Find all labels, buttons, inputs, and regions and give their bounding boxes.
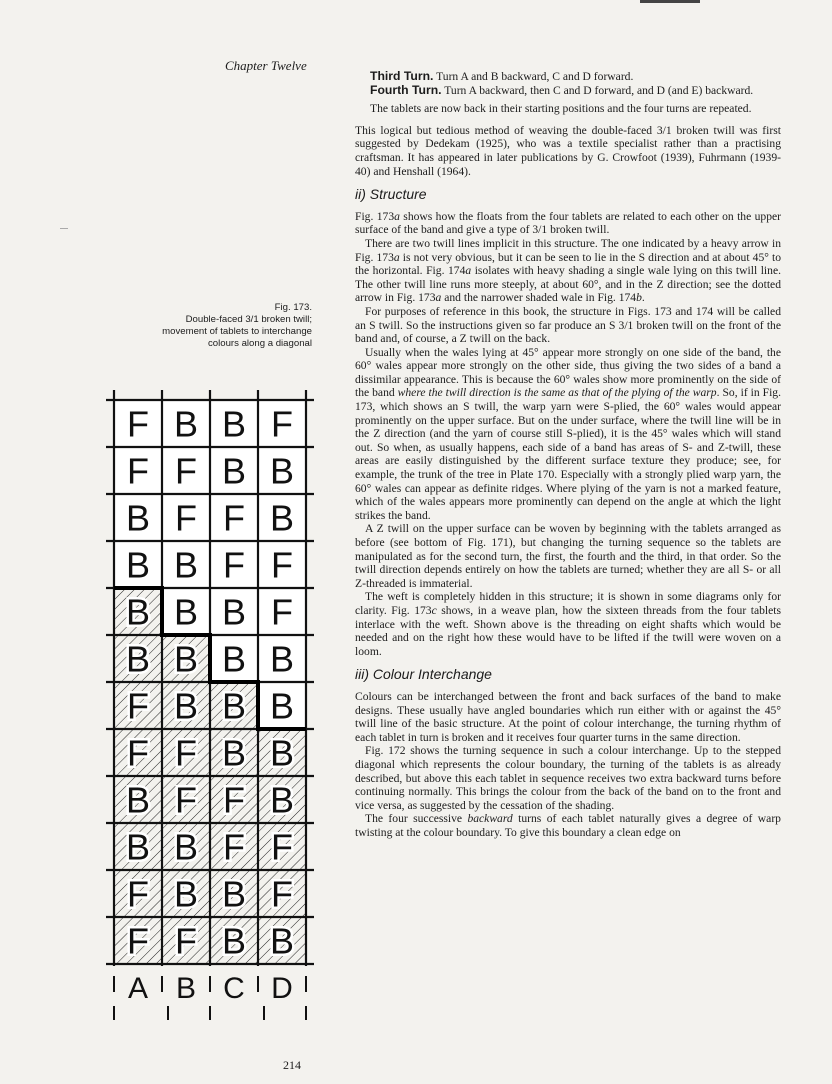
cell-letter: B [269,779,295,821]
cell-letter: B [221,638,247,680]
cell-letter: F [223,779,245,821]
cell-letter: B [269,920,295,962]
cell-letter: F [175,450,197,492]
third-turn-label: Third Turn. [370,69,434,83]
cell-letter: F [127,685,149,727]
cell-letter: B [173,544,199,586]
page-edge-mark [640,0,700,3]
cell-letter: F [175,497,197,539]
column-label: B [175,972,197,1005]
turn-instructions [355,70,781,116]
structure-paragraph: A Z twill on the upper surface can be woven by beginning with the tablets arranged as before (see bottom of Fig. 171), but changing the turning sequence so the tablets are manipulated as for the second turn, the first, the fourth and the third, in that order. So the twill direction depends entirely on how the tablets are turned; whether they are all S- or all Z-threaded is immaterial. [355,522,781,590]
cell-letter: F [175,779,197,821]
fourth-turn-text: Turn A backward, then C and D forward, and D (and E) backward. [441,83,754,97]
cell-letter: B [173,826,199,868]
section-heading-colour: iii) Colour Interchange [355,666,492,683]
third-turn [370,70,780,84]
cell-letter: F [223,497,245,539]
colour-paragraph: Colours can be interchanged between the front and back surfaces of the band to make designs. These usually have angled boundaries which run either with or against the 45° twill line of the basic structure. At the point of colour interchange, the turning rhythm of each tablet in turn is broken and it receives four quarter turns in the same direction. [355,689,781,744]
cell-letter: B [221,920,247,962]
page-number: 214 [283,1058,301,1072]
colour-paragraph: Fig. 172 shows the turning sequence in such a colour interchange. Up to the stepped diagonal which represents the colour boundary, the turning of the tablets is as already described, but above this each tablet in sequence receives two extra backward turns before continuing normally. This brings the colour from the back of the band on to the front and vice versa, as suggested by the cessation of the shading. [355,744,781,812]
fourth-turn-label: Fourth Turn. [370,82,442,97]
cell-letter: B [221,403,247,445]
column-label: C [223,972,245,1005]
cell-letter: F [127,920,149,962]
caption-line: Double-faced 3/1 broken twill; [185,314,312,325]
cell-letter: F [271,544,293,586]
cell-letter: F [223,544,245,586]
cell-letter: B [269,732,295,774]
cell-letter: B [269,638,295,680]
margin-mark [60,228,68,229]
cell-letter: F [127,732,149,774]
cell-letter: B [125,638,151,680]
cell-letter: B [173,638,199,680]
cell-letter: B [125,544,151,586]
repeat-note: The tablets are now back in their starting positions and the four turns are repeated. [370,102,752,116]
cell-letter: B [173,403,199,445]
text-column [355,70,781,839]
cell-letter: F [271,403,293,445]
figure-caption [120,302,312,350]
structure-paragraph: Fig. 173a shows how the floats from the four tablets are related to each other on the upper surface of the band and give a type of 3/1 broken twill. [355,209,782,237]
cell-letter: F [175,920,197,962]
cell-letter: B [269,685,295,727]
cell-letter: F [175,732,197,774]
colour-paragraph: The four successive backward turns of each tablet naturally gives a degree of warp twisting at the colour boundary. To give this boundary a clean edge on [355,812,781,839]
cell-letter: F [271,826,293,868]
cell-letter: B [269,450,295,492]
structure-paragraph: For purposes of reference in this book, the structure in Figs. 173 and 174 will be called an S twill. So the instructions given so far produce an S 3/1 broken twill on the front of the band and, of course, a Z twill on the back. [355,304,781,346]
cell-letter: F [127,450,149,492]
cell-letter: B [173,591,199,633]
column-label: A [127,972,149,1005]
cell-letter: B [221,732,247,774]
cell-letter: B [173,873,199,915]
cell-letter: B [125,497,151,539]
cell-letter: B [221,873,247,915]
cell-letter: B [221,591,247,633]
fourth-turn [370,84,780,98]
caption-line: movement of tablets to interchange [162,326,312,337]
structure-paragraph: Usually when the wales lying at 45° appear more strongly on one side of the band, the 60° wales appear more strongly on the other side, thus giving the two sides of a band a dissimilar appearance. This is because the 60° wales show more prominently on the side of the band where the twill direction is the same as that of the plying of the warp. So, if in Fig. 173, which shows an S twill, the warp yarn were S-plied, the 60° wales would appear prominently on the upper surface. But on the under surface, where the twill line will be in the Z direction (and the yarn of course still S-plied), it is the 45° wales which will stand out. So when, as usually happens, each side of a band has areas of S- and Z-twill, these areas are easily distinguished by the different surface texture they produce; see, for example, the trunk of the tree in Plate 170. Especially with a strongly plied warp yarn, the 60° wales can appear as definite ridges. Where plying of the yarn is not a marked feature, which of the wales appears more prominently can depend on the angle at which the light strikes the band. [355,345,781,522]
cell-letter: B [221,685,247,727]
paragraph-dedekam: This logical but tedious method of weaving the double-faced 3/1 broken twill was first suggested by Dedekam (1925), who was a textile specialist rather than a practising craftsman. It has appeared in later publications by G. Crowfoot (1939), Fuhrmann (1939-40) and Henshall (1964). [355,123,781,178]
tablet-diagram [100,386,322,1026]
cell-letter: B [125,779,151,821]
caption-line: colours along a diagonal [207,338,312,349]
running-head: Chapter Twelve [225,58,307,73]
cell-letter: F [127,873,149,915]
cell-letter: F [271,591,293,633]
cell-letter: B [125,826,151,868]
cell-letter: B [221,450,247,492]
figure-label: Fig. 173. [274,302,312,313]
column-label: D [271,972,293,1005]
structure-paragraph: There are two twill lines implicit in this structure. The one indicated by a heavy arrow in Fig. 173a is not very obvious, but it can be seen to lie in the S direction and at about 45° to the horizontal. Fig. 174a isolates with heavy shading a single wale lying on this twill line. The other twill line runs more steeply, at about 60°, and in the Z direction; see the dotted arrow in Fig. 173a and the narrower shaded wale in Fig. 174b. [355,236,781,305]
section-heading-structure: ii) Structure [355,186,427,203]
cell-letter: F [271,873,293,915]
cell-letter: F [223,826,245,868]
cell-letter: B [173,685,199,727]
cell-letter: F [127,403,149,445]
structure-paragraph: The weft is completely hidden in this structure; it is shown in some diagrams only for clarity. Fig. 173c shows, in a weave plan, how the sixteen threads from the four tablets interlace with the weft. Shown above is the threading on eight shafts which would be needed and on the right how these would have to be lifted if the twill were woven on a loom. [355,590,781,658]
cell-letter: B [269,497,295,539]
third-turn-text: Turn A and B backward, C and D forward. [433,70,634,83]
cell-letter: B [125,591,151,633]
